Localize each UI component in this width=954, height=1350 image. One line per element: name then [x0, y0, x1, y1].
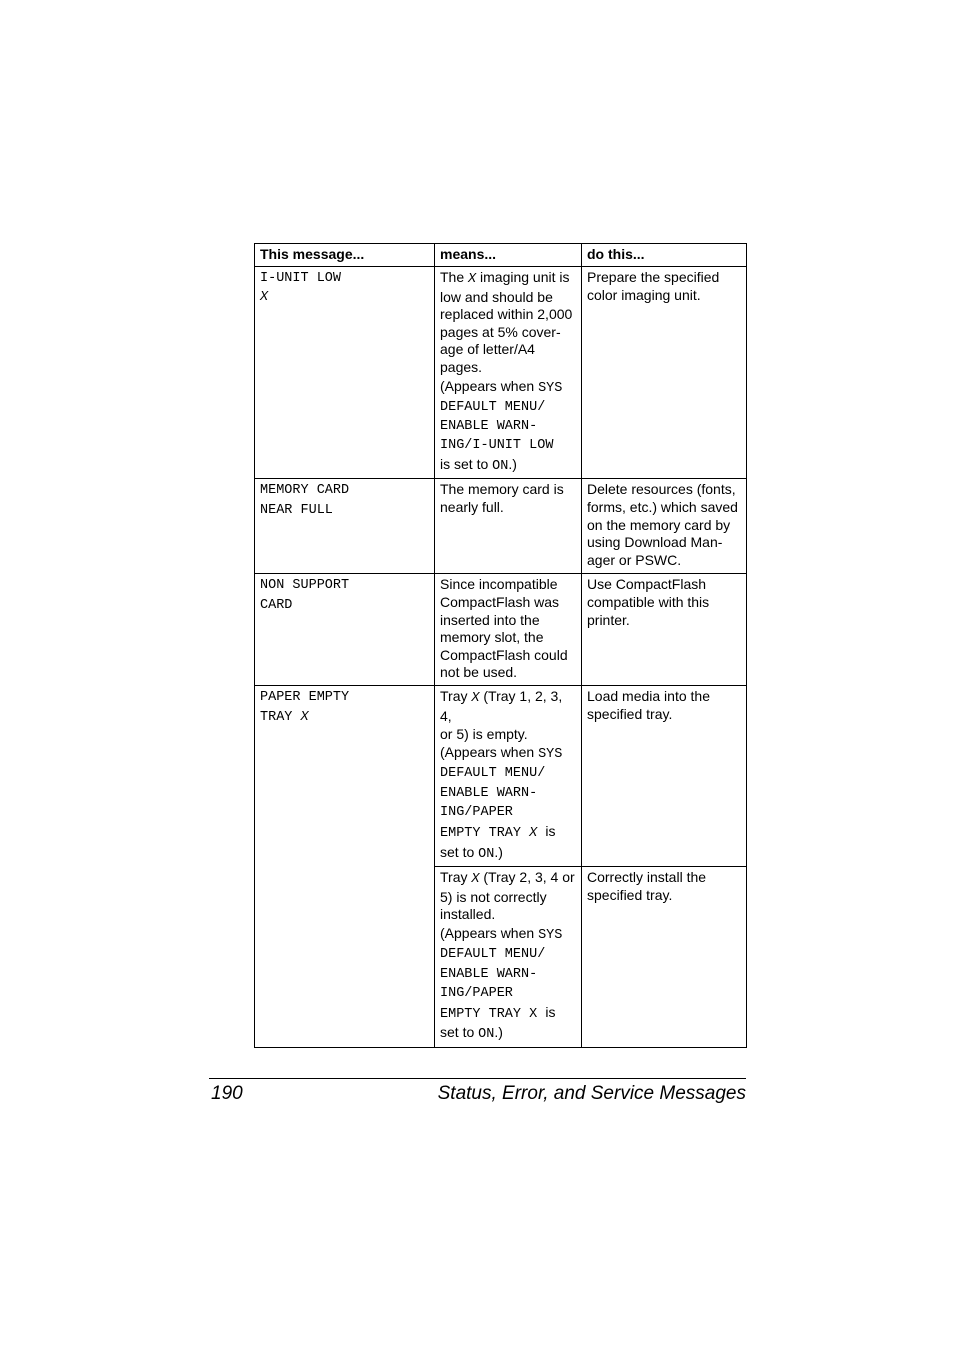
table-row: [255, 686, 747, 867]
action-cell: [582, 574, 747, 686]
means-text: .): [508, 455, 517, 472]
means-text: The: [440, 269, 465, 285]
action-line: Load media into the: [587, 688, 710, 705]
table-row: [255, 479, 747, 574]
means-line: or 5) is empty.: [440, 725, 528, 742]
action-line: printer.: [587, 611, 630, 628]
means-code: ON: [478, 1027, 495, 1043]
means-code-line: ENABLE WARN-: [440, 785, 538, 801]
message-line: PAPER EMPTY: [260, 690, 350, 706]
means-text: .): [494, 1024, 503, 1041]
means-line: low and should be: [440, 288, 553, 305]
means-code: SYS: [538, 380, 563, 396]
means-line: pages at 5% cover-: [440, 323, 561, 340]
action-line: forms, etc.) which saved: [587, 498, 738, 515]
means-code: SYS: [538, 927, 563, 943]
means-cell: [435, 267, 582, 479]
header-means: means...: [435, 244, 582, 267]
means-line: 5) is not correctly: [440, 888, 547, 905]
page-number: 190: [211, 1083, 243, 1104]
message-cell: [255, 479, 435, 574]
message-line: NON SUPPORT: [260, 578, 350, 594]
means-line: memory slot, the: [440, 629, 544, 646]
means-code: ON: [492, 458, 509, 474]
action-cell: [582, 686, 747, 867]
means-text: (Appears when: [440, 744, 535, 761]
action-line: using Download Man-: [587, 534, 723, 551]
message-variable: X: [300, 709, 309, 725]
action-cell: [582, 479, 747, 574]
means-code-line: ENABLE WARN-: [440, 419, 538, 435]
message-table: [254, 243, 747, 1048]
means-cell: [435, 867, 582, 1048]
means-text: Tray: [440, 688, 468, 705]
table-row: [255, 267, 747, 479]
means-line: inserted into the: [440, 611, 540, 628]
message-line: MEMORY CARD: [260, 483, 350, 499]
action-line: Delete resources (fonts,: [587, 481, 736, 498]
means-variable: X: [471, 872, 480, 888]
means-code-line: DEFAULT MENU/: [440, 947, 546, 963]
means-line: nearly full.: [440, 498, 504, 515]
means-line: CompactFlash could: [440, 646, 568, 663]
action-cell: [582, 867, 747, 1048]
means-line: pages.: [440, 358, 483, 375]
means-text: set to: [440, 843, 475, 860]
action-line: color imaging unit.: [587, 286, 701, 303]
action-line: Use CompactFlash: [587, 576, 707, 593]
means-text: is set to: [440, 455, 489, 472]
table-row: [255, 574, 747, 686]
means-code: EMPTY TRAY X: [440, 1007, 538, 1023]
means-code: EMPTY TRAY: [440, 826, 522, 842]
means-text: imaging unit is: [480, 269, 570, 285]
means-code-line: DEFAULT MENU/: [440, 766, 546, 782]
message-cell: [255, 574, 435, 686]
means-code-line: ING/PAPER: [440, 805, 513, 821]
message-text: TRAY: [260, 709, 293, 725]
means-line: CompactFlash was: [440, 593, 560, 610]
action-line: Prepare the specified: [587, 269, 720, 285]
action-line: Correctly install the: [587, 869, 707, 886]
header-action: do this...: [582, 244, 747, 267]
section-title: Status, Error, and Service Messages: [437, 1083, 746, 1104]
means-text: .): [494, 843, 503, 860]
means-line: not be used.: [440, 664, 518, 681]
means-text: (Appears when: [440, 924, 535, 941]
means-text: (Appears when: [440, 377, 535, 394]
action-line: specified tray.: [587, 886, 673, 903]
means-text: (Tray 2, 3, 4 or: [483, 869, 575, 886]
action-line: compatible with this: [587, 593, 710, 610]
means-code-line: ENABLE WARN-: [440, 966, 538, 982]
message-line: I-UNIT LOW: [260, 271, 342, 286]
message-cell: [255, 267, 435, 479]
message-line: CARD: [260, 597, 293, 613]
means-cell: [435, 479, 582, 574]
means-line: age of letter/A4: [440, 341, 535, 358]
message-line: NEAR FULL: [260, 502, 333, 518]
message-variable: X: [260, 290, 269, 306]
means-text: set to: [440, 1024, 475, 1041]
action-line: ager or PSWC.: [587, 551, 682, 568]
means-line: Since incompatible: [440, 576, 558, 593]
action-cell: [582, 267, 747, 479]
action-line: specified tray.: [587, 705, 673, 722]
means-code-line: ING/I-UNIT LOW: [440, 438, 554, 454]
means-code-line: DEFAULT MENU/: [440, 399, 546, 415]
means-text: is: [545, 823, 556, 840]
means-cell: [435, 686, 582, 867]
means-code: ON: [478, 846, 495, 862]
table-header-row: [255, 244, 747, 267]
means-line: replaced within 2,000: [440, 306, 573, 323]
means-code: SYS: [538, 747, 563, 763]
means-cell: [435, 574, 582, 686]
means-code-line: ING/PAPER: [440, 985, 513, 1001]
means-variable: X: [471, 691, 480, 707]
message-cell: [255, 686, 435, 1048]
means-variable: X: [468, 272, 477, 287]
header-message: This message...: [255, 244, 435, 267]
means-text: Tray: [440, 869, 468, 886]
page-footer: [209, 1078, 746, 1104]
means-line: installed.: [440, 906, 496, 923]
means-variable: X: [529, 826, 538, 842]
means-text: (Tray 1, 2, 3, 4,: [440, 688, 563, 724]
means-text: is: [545, 1004, 556, 1021]
means-line: The memory card is: [440, 481, 564, 498]
action-line: on the memory card by: [587, 516, 731, 533]
